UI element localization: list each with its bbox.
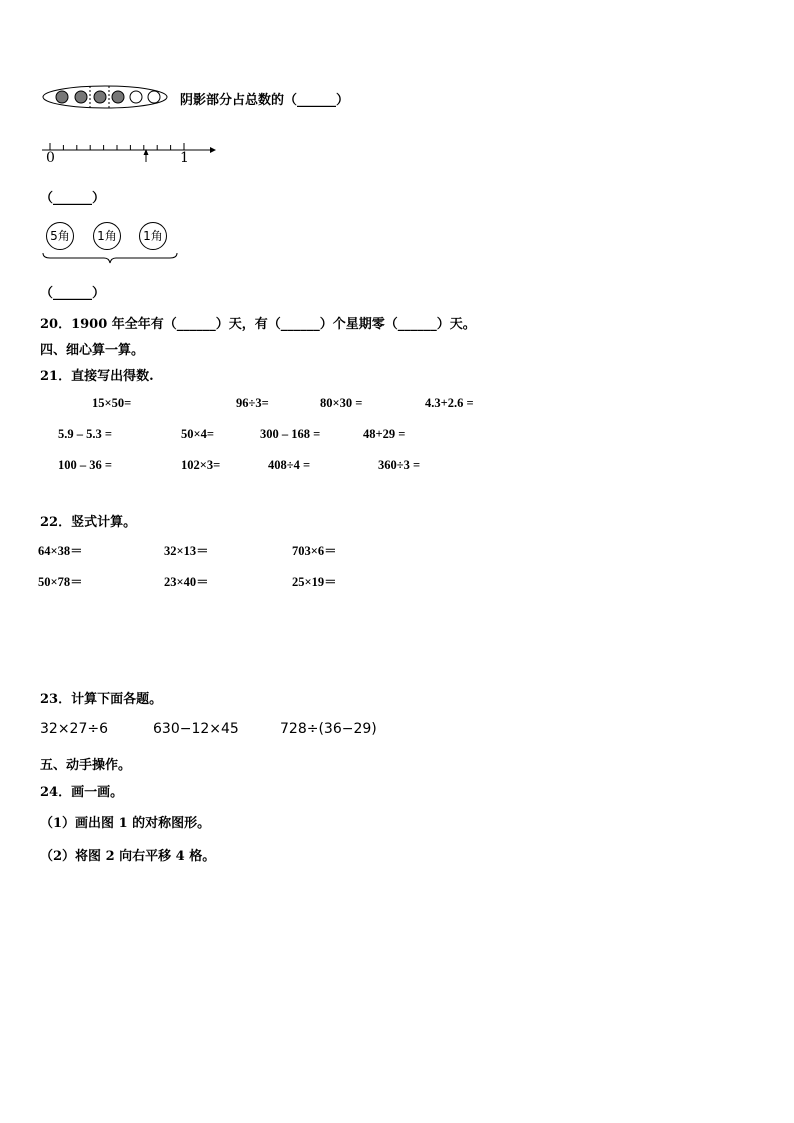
vertical-calc-item: 25×19＝ (292, 575, 337, 589)
mental-math-item: 300 – 168 = (260, 427, 321, 441)
question-23-title: 23．计算下面各题。 (40, 692, 163, 707)
question-24-sub2: （2）将图 2 向右平移 4 格。 (40, 849, 216, 864)
shaded-dot (56, 91, 68, 103)
section-5-heading: 五、动手操作。 (40, 758, 132, 773)
mental-math-item: 96÷3= (236, 396, 269, 410)
vertical-calc-item: 50×78＝ (38, 575, 83, 589)
shaded-dot (94, 91, 106, 103)
question-22-title: 22．竖式计算。 (40, 515, 137, 530)
calc-item: 728÷(36−29) (280, 721, 377, 737)
vertical-calc-item: 64×38＝ (38, 544, 83, 558)
vertical-calc-item: 703×6＝ (292, 544, 337, 558)
mental-math-item: 102×3= (181, 458, 221, 472)
calc-item: 630−12×45 (153, 721, 239, 737)
unshaded-dot (148, 91, 160, 103)
calc-item: 32×27÷6 (40, 721, 108, 737)
number-line-start-label: 0 (46, 150, 55, 166)
shaded-dots-figure (40, 84, 170, 112)
coin-1jiao: 1角 (139, 222, 167, 250)
shaded-dot (112, 91, 124, 103)
number-line-end-label: 1 (180, 150, 189, 166)
mental-math-item: 50×4= (181, 427, 214, 441)
mental-math-item: 360÷3 = (378, 458, 421, 472)
question-24-title: 24．画一画。 (40, 785, 124, 800)
question-20: 20．1900 年全年有（______）天，有（______）个星期零（______）天。 (40, 317, 476, 332)
vertical-calc-item: 23×40＝ (164, 575, 209, 589)
mental-math-item: 80×30 = (320, 396, 363, 410)
mental-math-item: 4.3+2.6 = (425, 396, 474, 410)
coin-1jiao: 1角 (93, 222, 121, 250)
unshaded-dot (130, 91, 142, 103)
shaded-fraction-question: 阴影部分占总数的（______） (180, 93, 350, 108)
mental-math-item: 48+29 = (363, 427, 406, 441)
mental-math-item: 100 – 36 = (58, 458, 112, 472)
mental-math-item: 15×50= (92, 396, 132, 410)
shaded-dot (75, 91, 87, 103)
coin-5jiao: 5角 (46, 222, 74, 250)
section-4-heading: 四、细心算一算。 (40, 343, 145, 358)
mental-math-item: 5.9 – 5.3 = (58, 427, 112, 441)
vertical-calc-item: 32×13＝ (164, 544, 209, 558)
number-line (40, 140, 220, 170)
answer-blank-coins: （______） (40, 286, 106, 301)
answer-blank-number-line: （______） (40, 191, 106, 206)
question-21-title: 21．直接写出得数. (40, 369, 154, 384)
question-24-sub1: （1）画出图 1 的对称图形。 (40, 816, 211, 831)
mental-math-item: 408÷4 = (268, 458, 311, 472)
coins-brace (42, 252, 178, 266)
